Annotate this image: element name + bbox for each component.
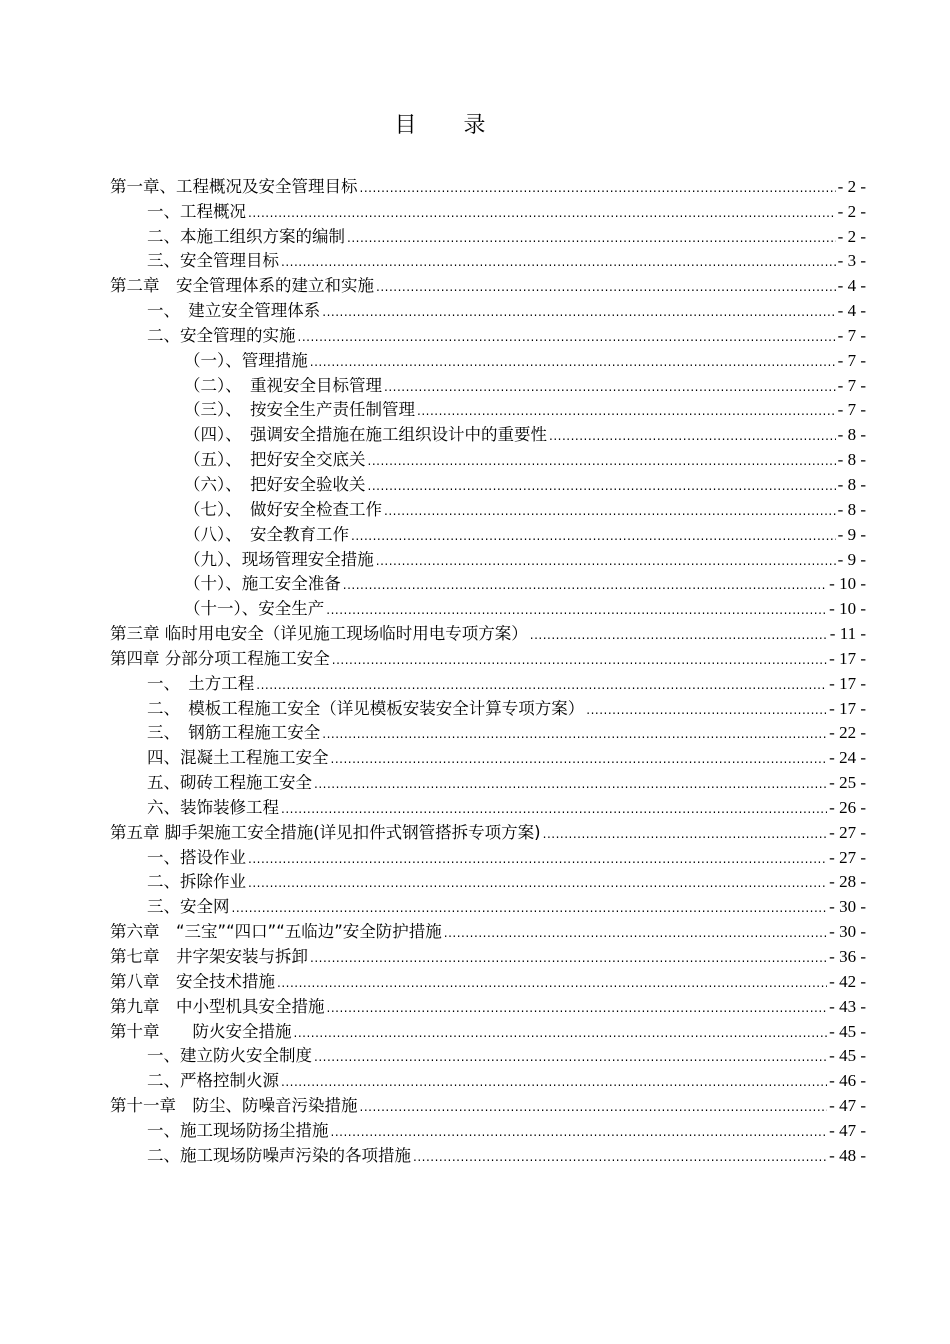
toc-entry-page: - 17 - (829, 648, 866, 668)
dot-leader (351, 529, 836, 543)
toc-entry-page: - 8 - (837, 450, 866, 470)
dot-leader (298, 330, 836, 344)
toc-entry-text: 第一章、工程概况及安全管理目标 (110, 176, 358, 196)
toc-entry-page: - 47 - (829, 1096, 866, 1116)
dot-leader (248, 876, 827, 890)
toc-entry-text: 一、建立防火安全制度 (147, 1046, 312, 1066)
dot-leader (322, 727, 827, 741)
toc-entry[interactable] (110, 1017, 866, 1042)
toc-entry-text: 四、混凝土工程施工安全 (147, 748, 329, 768)
toc-entry-page: - 42 - (829, 971, 866, 991)
dot-leader (444, 926, 827, 940)
toc-entry[interactable] (110, 445, 866, 470)
toc-entry-page: - 11 - (829, 624, 866, 644)
toc-entry[interactable] (110, 992, 866, 1017)
toc-entry-text: （十一）、安全生产 (184, 599, 325, 619)
toc-entry-page: - 7 - (837, 400, 866, 420)
dot-leader (368, 454, 836, 468)
table-of-contents (110, 172, 866, 1166)
dot-leader (281, 802, 827, 816)
toc-entry-text: 一、搭设作业 (147, 847, 246, 867)
dot-leader (310, 951, 827, 965)
toc-entry[interactable] (110, 197, 866, 222)
toc-entry-text: 二、施工现场防噪声污染的各项措施 (147, 1145, 411, 1165)
dot-leader (331, 752, 828, 766)
dot-leader (376, 554, 836, 568)
toc-entry[interactable] (110, 644, 866, 669)
toc-entry-text: （四）、 强调安全措施在施工组织设计中的重要性 (184, 425, 547, 445)
dot-leader (413, 1150, 827, 1164)
toc-entry-page: - 28 - (829, 872, 866, 892)
toc-title: 目 录 (394, 113, 506, 138)
toc-entry-page: - 17 - (829, 698, 866, 718)
dot-leader (322, 305, 835, 319)
toc-entry[interactable] (110, 594, 866, 619)
toc-entry-page: - 7 - (837, 350, 866, 370)
toc-entry-page: - 2 - (837, 201, 866, 221)
toc-entry[interactable] (110, 768, 866, 793)
toc-entry-page: - 9 - (837, 524, 866, 544)
toc-entry-page: - 3 - (837, 251, 866, 271)
dot-leader (360, 181, 836, 195)
toc-entry[interactable] (110, 843, 866, 868)
toc-entry[interactable] (110, 172, 866, 197)
toc-entry-text: （六）、 把好安全验收关 (184, 474, 366, 494)
toc-entry[interactable] (110, 321, 866, 346)
dot-leader (314, 1050, 827, 1064)
toc-entry[interactable] (110, 495, 866, 520)
toc-entry-page: - 2 - (837, 226, 866, 246)
toc-entry[interactable] (110, 917, 866, 942)
toc-entry-page: - 30 - (829, 897, 866, 917)
toc-entry-page: - 36 - (829, 947, 866, 966)
toc-entry-text: （十）、施工安全准备 (184, 574, 341, 594)
toc-entry-text: 一、 建立安全管理体系 (147, 301, 321, 321)
toc-entry-page: - 47 - (829, 1120, 866, 1140)
toc-entry[interactable] (110, 967, 866, 992)
toc-entry[interactable] (110, 570, 866, 595)
dot-leader (331, 1125, 828, 1139)
toc-entry[interactable] (110, 545, 866, 570)
toc-entry-text: （五）、 把好安全交底关 (184, 450, 366, 470)
toc-entry-text: 第十一章 防尘、防噪音污染措施 (110, 1096, 358, 1116)
toc-entry[interactable] (110, 1141, 866, 1166)
toc-entry[interactable] (110, 1066, 866, 1091)
toc-entry[interactable] (110, 818, 866, 843)
toc-entry[interactable] (110, 222, 866, 247)
toc-entry-text: 三、 钢筋工程施工安全 (147, 723, 321, 743)
dot-leader (327, 1001, 828, 1015)
toc-entry-page: - 25 - (829, 773, 866, 793)
dot-leader (326, 603, 827, 617)
dot-leader (248, 206, 836, 220)
dot-leader (586, 703, 827, 717)
toc-entry-text: 二、安全管理的实施 (147, 325, 296, 345)
toc-entry-text: 第七章 井字架安装与拆卸 (110, 947, 308, 966)
toc-entry[interactable] (110, 520, 866, 545)
toc-entry[interactable] (110, 619, 866, 644)
toc-entry[interactable] (110, 346, 866, 371)
toc-entry-text: 第六章 “三宝”“四口”“五临边”安全防护措施 (110, 922, 442, 942)
dot-leader (384, 380, 836, 394)
toc-entry[interactable] (110, 247, 866, 272)
toc-entry-text: 第九章 中小型机具安全措施 (110, 996, 325, 1016)
toc-entry-text: 第四章 分部分项工程施工安全 (110, 648, 330, 668)
toc-entry[interactable] (110, 868, 866, 893)
toc-entry-page: - 17 - (829, 673, 866, 693)
dot-leader (343, 578, 827, 592)
toc-entry-text: 二、严格控制火源 (147, 1071, 279, 1091)
toc-entry-text: 一、 土方工程 (147, 673, 255, 693)
toc-entry[interactable] (110, 396, 866, 421)
toc-entry-page: - 45 - (829, 1021, 866, 1041)
toc-entry-text: 一、工程概况 (147, 201, 246, 221)
toc-entry[interactable] (110, 296, 866, 321)
toc-entry[interactable] (110, 1042, 866, 1067)
toc-entry-page: - 46 - (829, 1071, 866, 1091)
toc-entry-text: （七）、 做好安全检查工作 (184, 499, 382, 519)
toc-entry[interactable] (110, 942, 866, 967)
dot-leader (256, 678, 827, 692)
dot-leader (417, 404, 836, 418)
toc-entry[interactable] (110, 1091, 866, 1116)
toc-entry-text: 第三章 临时用电安全（详见施工现场临时用电专项方案） (110, 624, 528, 644)
toc-entry[interactable] (110, 1116, 866, 1141)
toc-entry-page: - 10 - (829, 574, 866, 594)
toc-entry-text: （一）、管理措施 (184, 350, 308, 370)
dot-leader (376, 280, 836, 294)
toc-entry-text: 五、砌砖工程施工安全 (147, 773, 312, 793)
toc-entry-text: （九）、现场管理安全措施 (184, 549, 374, 569)
dot-leader (310, 355, 836, 369)
toc-entry-page: - 7 - (837, 375, 866, 395)
toc-entry-text: 二、拆除作业 (147, 872, 246, 892)
toc-entry-page: - 9 - (837, 549, 866, 569)
dot-leader (543, 827, 828, 841)
toc-entry[interactable] (110, 743, 866, 768)
toc-entry-text: （八）、 安全教育工作 (184, 524, 349, 544)
toc-entry[interactable] (110, 271, 866, 296)
toc-entry-page: - 10 - (829, 599, 866, 619)
dot-leader (294, 1026, 828, 1040)
dot-leader (368, 479, 836, 493)
toc-entry-page: - 27 - (829, 822, 866, 842)
dot-leader (530, 628, 828, 642)
toc-entry-page: - 24 - (829, 748, 866, 768)
dot-leader (384, 504, 836, 518)
toc-entry-page: - 7 - (837, 325, 866, 345)
toc-entry-page: - 22 - (829, 723, 866, 743)
toc-entry-text: 第二章 安全管理体系的建立和实施 (110, 276, 374, 296)
toc-entry[interactable] (110, 892, 866, 917)
toc-entry-page: - 4 - (837, 276, 866, 296)
toc-entry-page: - 27 - (829, 847, 866, 867)
dot-leader (347, 231, 836, 245)
toc-entry-text: 一、施工现场防扬尘措施 (147, 1120, 329, 1140)
toc-entry-text: 第八章 安全技术措施 (110, 971, 275, 991)
dot-leader (281, 255, 836, 269)
toc-entry-page: - 8 - (837, 499, 866, 519)
toc-entry-page: - 45 - (829, 1046, 866, 1066)
toc-entry-page: - 30 - (829, 922, 866, 942)
toc-entry-text: （二）、 重视安全目标管理 (184, 375, 382, 395)
toc-entry-text: 第五章 脚手架施工安全措施(详见扣件式钢管搭拆专项方案) (110, 822, 541, 842)
toc-entry-text: 三、安全管理目标 (147, 251, 279, 271)
toc-entry[interactable] (110, 694, 866, 719)
toc-entry[interactable] (110, 793, 866, 818)
dot-leader (232, 901, 828, 915)
dot-leader (332, 653, 827, 667)
toc-entry-text: 六、装饰装修工程 (147, 797, 279, 817)
toc-entry[interactable] (110, 719, 866, 744)
toc-entry-page: - 4 - (837, 301, 866, 321)
dot-leader (314, 777, 827, 791)
toc-entry-page: - 48 - (829, 1145, 866, 1165)
toc-entry-text: （三）、 按安全生产责任制管理 (184, 400, 415, 420)
toc-entry[interactable] (110, 669, 866, 694)
dot-leader (549, 429, 836, 443)
toc-entry-page: - 2 - (837, 176, 866, 196)
toc-entry-page: - 26 - (829, 797, 866, 817)
toc-entry-text: 二、 模板工程施工安全（详见模板安装安全计算专项方案） (147, 698, 585, 718)
toc-entry-text: 三、安全网 (147, 897, 230, 917)
dot-leader (281, 1075, 827, 1089)
toc-entry[interactable] (110, 371, 866, 396)
dot-leader (277, 976, 827, 990)
toc-entry-page: - 8 - (837, 425, 866, 445)
toc-entry-page: - 8 - (837, 474, 866, 494)
toc-entry-text: 第十章 防火安全措施 (110, 1021, 292, 1041)
toc-entry-text: 二、本施工组织方案的编制 (147, 226, 345, 246)
dot-leader (248, 852, 827, 866)
toc-entry-page: - 43 - (829, 996, 866, 1016)
dot-leader (360, 1100, 828, 1114)
toc-entry[interactable] (110, 470, 866, 495)
toc-entry[interactable] (110, 420, 866, 445)
